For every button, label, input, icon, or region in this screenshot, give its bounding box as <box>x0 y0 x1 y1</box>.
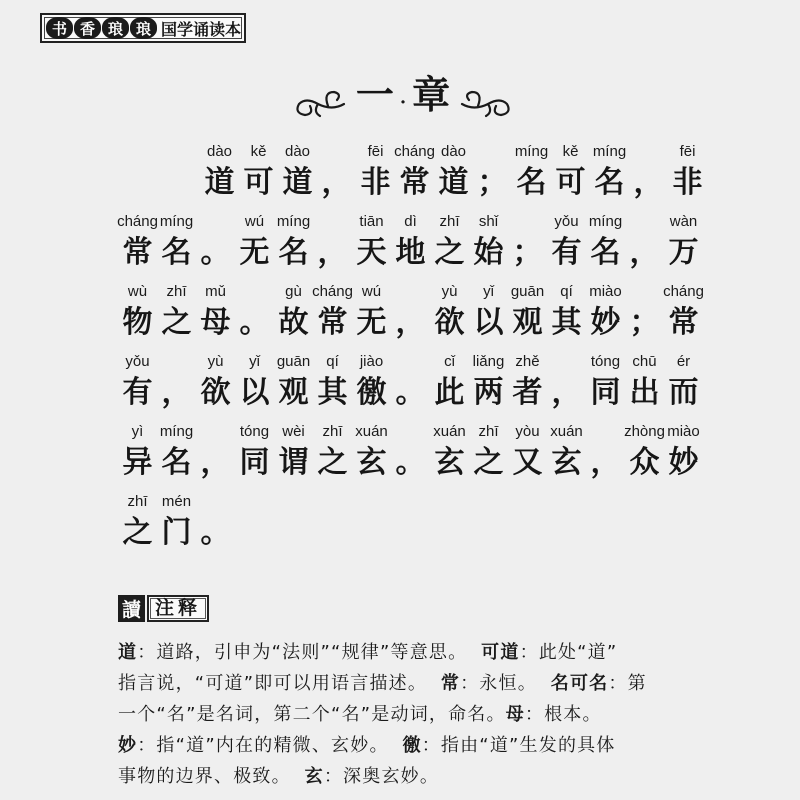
note-text: 一个“名”是名词，第二个“名”是动词，命名。 <box>118 704 506 725</box>
pinyin: zhě <box>515 353 540 370</box>
punctuation-cell <box>317 141 356 211</box>
character-cell <box>118 351 157 421</box>
note-text: ：第 <box>608 673 647 694</box>
hanzi: 出 <box>629 375 660 410</box>
punctuation: ， <box>161 375 192 410</box>
character-cell <box>430 281 469 351</box>
series-seal-char: 书 <box>46 17 73 39</box>
pinyin: tóng <box>239 423 270 440</box>
note-text: ：此处“道” <box>519 642 618 663</box>
pinyin: yǐ <box>483 283 494 300</box>
hanzi: 母 <box>200 305 231 340</box>
pinyin: zhī <box>166 283 187 300</box>
series-seal-char: 香 <box>74 17 101 39</box>
pinyin: cháng <box>663 283 704 300</box>
hanzi: 玄 <box>356 445 387 480</box>
punctuation-cell <box>625 211 664 281</box>
note-line <box>118 668 788 699</box>
character-cell <box>352 281 391 351</box>
hanzi: 妙 <box>590 305 621 340</box>
character-cell <box>590 141 629 211</box>
hanzi: 以 <box>239 375 270 410</box>
pinyin: cǐ <box>444 353 455 370</box>
note-text: ：指“道”内在的精微、玄妙。 <box>137 735 403 756</box>
punctuation: 。 <box>395 375 426 410</box>
hanzi: 异 <box>122 445 153 480</box>
hanzi: 非 <box>672 165 703 200</box>
character-cell <box>469 351 508 421</box>
pinyin: fēi <box>679 143 696 160</box>
hanzi: 常 <box>317 305 348 340</box>
pinyin: jiào <box>359 353 384 370</box>
pinyin: ér <box>676 353 691 370</box>
hanzi: 有 <box>551 235 582 270</box>
pinyin: qí <box>326 353 339 370</box>
hanzi: 者 <box>512 375 543 410</box>
character-cell <box>586 351 625 421</box>
hanzi: 名 <box>516 165 547 200</box>
character-cell <box>118 491 157 561</box>
hanzi: 名 <box>590 235 621 270</box>
character-cell <box>239 141 278 211</box>
hanzi: 名 <box>594 165 625 200</box>
pinyin: wàn <box>669 213 698 230</box>
pinyin: míng <box>588 213 623 230</box>
punctuation-cell <box>391 281 430 351</box>
hanzi: 欲 <box>434 305 465 340</box>
character-cell <box>313 351 352 421</box>
hanzi: 名 <box>161 235 192 270</box>
chapter-title <box>330 72 476 126</box>
punctuation: ， <box>633 165 664 200</box>
pinyin: yǒu <box>554 213 579 230</box>
note-term: 道 <box>118 642 138 663</box>
punctuation: ， <box>200 445 231 480</box>
pinyin: wù <box>127 283 148 300</box>
chapter-title-word: 章 <box>412 72 451 117</box>
character-cell <box>274 421 313 491</box>
hanzi: 以 <box>473 305 504 340</box>
pinyin: yǐ <box>249 353 260 370</box>
character-cell <box>430 421 469 491</box>
pinyin: wú <box>244 213 265 230</box>
punctuation: ； <box>512 235 543 270</box>
pinyin: mén <box>161 493 192 510</box>
note-line <box>118 637 788 668</box>
hanzi: 地 <box>395 235 426 270</box>
note-term: 常 <box>440 673 461 694</box>
character-cell <box>157 281 196 351</box>
pinyin: cháng <box>117 213 158 230</box>
pinyin: xuán <box>550 423 583 440</box>
hanzi: 同 <box>590 375 621 410</box>
character-cell <box>196 281 235 351</box>
pinyin: míng <box>159 213 194 230</box>
hanzi: 欲 <box>200 375 231 410</box>
punctuation-cell <box>473 141 512 211</box>
pinyin: shǐ <box>478 213 499 230</box>
hanzi: 其 <box>317 375 348 410</box>
pinyin: liǎng <box>472 353 505 370</box>
hanzi: 玄 <box>551 445 582 480</box>
hanzi: 名 <box>278 235 309 270</box>
hanzi: 其 <box>551 305 582 340</box>
character-cell <box>157 491 196 561</box>
hanzi: 名 <box>161 445 192 480</box>
note-text: ：道路，引申为“法则”“规律”等意思。 <box>137 642 482 663</box>
punctuation: 。 <box>395 445 426 480</box>
character-cell <box>664 421 703 491</box>
character-cell <box>313 281 352 351</box>
note-term: 徼 <box>402 735 422 756</box>
punctuation-cell <box>235 281 274 351</box>
character-cell <box>547 211 586 281</box>
character-cell <box>235 351 274 421</box>
pinyin: miào <box>589 283 622 300</box>
pinyin: guān <box>276 353 311 370</box>
hanzi: 同 <box>239 445 270 480</box>
punctuation: 。 <box>200 235 231 270</box>
character-cell <box>551 141 590 211</box>
pinyin: mǔ <box>205 283 226 300</box>
pinyin: wú <box>361 283 382 300</box>
hanzi: 之 <box>122 515 153 550</box>
punctuation-cell <box>196 491 235 561</box>
punctuation: ， <box>590 445 621 480</box>
hanzi: 之 <box>434 235 465 270</box>
punctuation: ； <box>629 305 660 340</box>
pinyin: zhī <box>322 423 343 440</box>
pinyin: guān <box>510 283 545 300</box>
character-cell <box>200 141 239 211</box>
character-cell <box>352 421 391 491</box>
character-cell <box>625 351 664 421</box>
hanzi: 而 <box>668 375 699 410</box>
hanzi: 常 <box>399 165 430 200</box>
character-cell <box>157 211 196 281</box>
pinyin: dào <box>284 143 311 160</box>
note-text: ：深奥玄妙。 <box>323 766 440 787</box>
note-text: 事物的边界、极致。 <box>118 766 305 787</box>
character-cell <box>625 421 664 491</box>
chapter-title-separator: · <box>399 92 407 113</box>
pinyin: yù <box>207 353 224 370</box>
character-cell <box>235 421 274 491</box>
note-text: ：永恒。 <box>460 673 551 694</box>
hanzi: 始 <box>473 235 504 270</box>
punctuation-cell <box>196 421 235 491</box>
pinyin: dào <box>206 143 233 160</box>
hanzi: 物 <box>122 305 153 340</box>
punctuation-cell <box>547 351 586 421</box>
hanzi: 玄 <box>434 445 465 480</box>
series-seal-char: 琅 <box>102 17 129 39</box>
character-cell <box>547 281 586 351</box>
punctuation: ； <box>477 165 508 200</box>
punctuation-cell <box>508 211 547 281</box>
hanzi: 又 <box>512 445 543 480</box>
series-badge <box>40 13 246 43</box>
hanzi: 观 <box>512 305 543 340</box>
character-cell <box>274 351 313 421</box>
hanzi: 门 <box>161 515 192 550</box>
character-cell <box>196 351 235 421</box>
pinyin: míng <box>159 423 194 440</box>
note-term: 玄 <box>304 766 324 787</box>
classic-text <box>118 141 707 561</box>
note-line <box>118 761 788 792</box>
character-cell <box>508 351 547 421</box>
note-text: 指言说，“可道”即可以用语言描述。 <box>118 673 441 694</box>
pinyin: cháng <box>394 143 435 160</box>
note-term: 妙 <box>118 735 138 756</box>
character-cell <box>434 141 473 211</box>
character-cell <box>512 141 551 211</box>
character-cell <box>469 421 508 491</box>
character-cell <box>664 351 703 421</box>
hanzi: 天 <box>356 235 387 270</box>
character-cell <box>469 281 508 351</box>
notes-heading: 注释 <box>147 595 209 622</box>
hanzi: 常 <box>668 305 699 340</box>
character-cell <box>664 281 703 351</box>
pinyin: míng <box>592 143 627 160</box>
character-cell <box>586 211 625 281</box>
hanzi: 妙 <box>668 445 699 480</box>
character-cell <box>508 421 547 491</box>
hanzi: 之 <box>161 305 192 340</box>
character-cell <box>274 211 313 281</box>
punctuation-cell <box>629 141 668 211</box>
punctuation: ， <box>317 235 348 270</box>
character-cell <box>157 421 196 491</box>
pinyin: kě <box>562 143 579 160</box>
pinyin: tóng <box>590 353 621 370</box>
hanzi: 可 <box>243 165 274 200</box>
text-line <box>118 211 707 281</box>
text-line <box>118 141 707 211</box>
note-term: 可道 <box>481 642 520 663</box>
note-text: ：指由“道”生发的具体 <box>421 735 616 756</box>
pinyin: tiān <box>359 213 384 230</box>
character-cell <box>118 281 157 351</box>
hanzi: 常 <box>122 235 153 270</box>
hanzi: 道 <box>282 165 313 200</box>
punctuation: ， <box>551 375 582 410</box>
character-cell <box>469 211 508 281</box>
pinyin: xuán <box>355 423 388 440</box>
pinyin: zhòng <box>624 423 665 440</box>
punctuation-cell <box>391 421 430 491</box>
pinyin: qí <box>560 283 573 300</box>
punctuation: ， <box>321 165 352 200</box>
hanzi: 观 <box>278 375 309 410</box>
pinyin: cháng <box>312 283 353 300</box>
hanzi: 道 <box>204 165 235 200</box>
hanzi: 徼 <box>356 375 387 410</box>
character-cell <box>356 141 395 211</box>
note-line <box>118 699 788 730</box>
pinyin: miào <box>667 423 700 440</box>
pinyin: zhī <box>127 493 148 510</box>
hanzi: 此 <box>434 375 465 410</box>
hanzi: 无 <box>356 305 387 340</box>
hanzi: 之 <box>317 445 348 480</box>
pinyin: wèi <box>282 423 305 440</box>
pinyin: yòu <box>515 423 540 440</box>
character-cell <box>313 421 352 491</box>
note-text: ：根本。 <box>524 704 602 725</box>
character-cell <box>278 141 317 211</box>
hanzi: 非 <box>360 165 391 200</box>
pinyin: yì <box>131 423 144 440</box>
notes-body <box>118 637 788 792</box>
text-line <box>118 351 707 421</box>
pinyin: yù <box>441 283 458 300</box>
punctuation-cell <box>586 421 625 491</box>
hanzi: 无 <box>239 235 270 270</box>
note-term: 名可名 <box>550 673 609 694</box>
chapter-title-number: 一 <box>355 72 394 117</box>
pinyin: dào <box>440 143 467 160</box>
series-title: 国学诵读本 <box>161 19 242 39</box>
notes-header <box>118 595 209 622</box>
character-cell <box>668 141 707 211</box>
character-cell <box>508 281 547 351</box>
text-line <box>118 281 707 351</box>
series-seal-char: 琅 <box>130 17 157 39</box>
character-cell <box>395 141 434 211</box>
hanzi: 之 <box>473 445 504 480</box>
punctuation: 。 <box>200 515 231 550</box>
hanzi: 谓 <box>278 445 309 480</box>
character-cell <box>391 211 430 281</box>
pinyin: míng <box>276 213 311 230</box>
character-cell <box>430 211 469 281</box>
pinyin: yǒu <box>125 353 150 370</box>
pinyin: gù <box>285 283 302 300</box>
note-line <box>118 730 788 761</box>
hanzi: 万 <box>668 235 699 270</box>
hanzi: 众 <box>629 445 660 480</box>
hanzi: 可 <box>555 165 586 200</box>
punctuation-cell <box>196 211 235 281</box>
pinyin: chū <box>632 353 657 370</box>
punctuation-cell <box>313 211 352 281</box>
hanzi: 道 <box>438 165 469 200</box>
pinyin: kě <box>250 143 267 160</box>
notes-seal-icon: 讀 <box>118 595 145 622</box>
punctuation-cell <box>391 351 430 421</box>
pinyin: zhī <box>439 213 460 230</box>
text-line <box>118 491 707 561</box>
character-cell <box>352 211 391 281</box>
pinyin: xuán <box>433 423 466 440</box>
punctuation-cell <box>157 351 196 421</box>
character-cell <box>586 281 625 351</box>
punctuation-cell <box>625 281 664 351</box>
pinyin: fēi <box>367 143 384 160</box>
character-cell <box>118 421 157 491</box>
pinyin: dì <box>404 213 417 230</box>
hanzi: 两 <box>473 375 504 410</box>
character-cell <box>274 281 313 351</box>
character-cell <box>352 351 391 421</box>
character-cell <box>118 211 157 281</box>
series-seal-group <box>46 17 158 39</box>
pinyin: míng <box>514 143 549 160</box>
character-cell <box>235 211 274 281</box>
punctuation: 。 <box>239 305 270 340</box>
character-cell <box>664 211 703 281</box>
hanzi: 有 <box>122 375 153 410</box>
note-term: 母 <box>505 704 525 725</box>
pinyin: zhī <box>478 423 499 440</box>
hanzi: 故 <box>278 305 309 340</box>
character-cell <box>430 351 469 421</box>
character-cell <box>547 421 586 491</box>
punctuation: ， <box>629 235 660 270</box>
text-line <box>118 421 707 491</box>
punctuation: ， <box>395 305 426 340</box>
